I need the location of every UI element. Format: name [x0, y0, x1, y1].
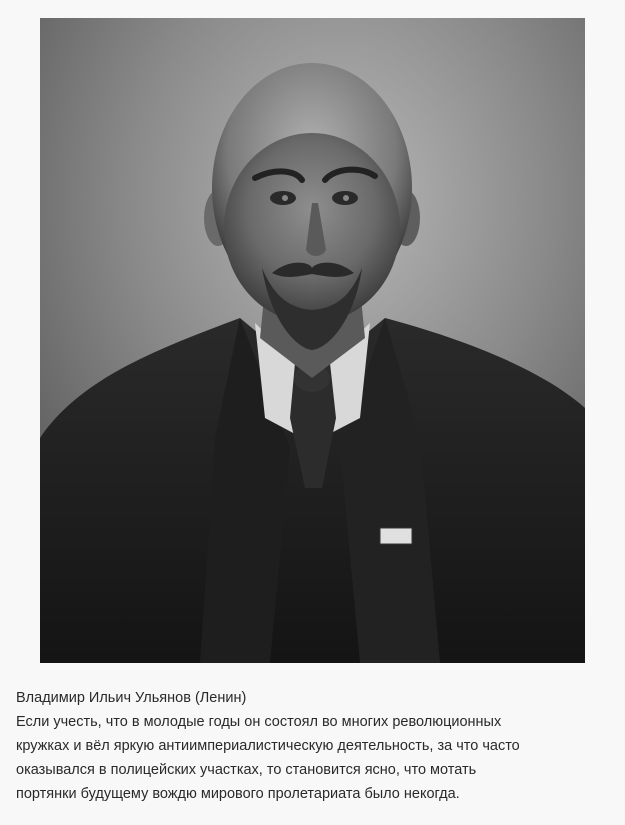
portrait-photo — [40, 18, 585, 663]
caption-title: Владимир Ильич Ульянов (Ленин) — [16, 690, 247, 706]
lapel-badge-icon — [380, 528, 412, 544]
caption — [16, 686, 616, 806]
portrait-illustration — [40, 18, 585, 663]
caption-body: Если учесть, что в молодые годы он состоял во многих революционных кружках и вёл яркую антиимпериалистическую деятельность, за что часто оказывался в полицейских участках, то становится ясно, что мотать портянки будущему вождю мирового пролетариата было некогда. — [16, 714, 520, 802]
